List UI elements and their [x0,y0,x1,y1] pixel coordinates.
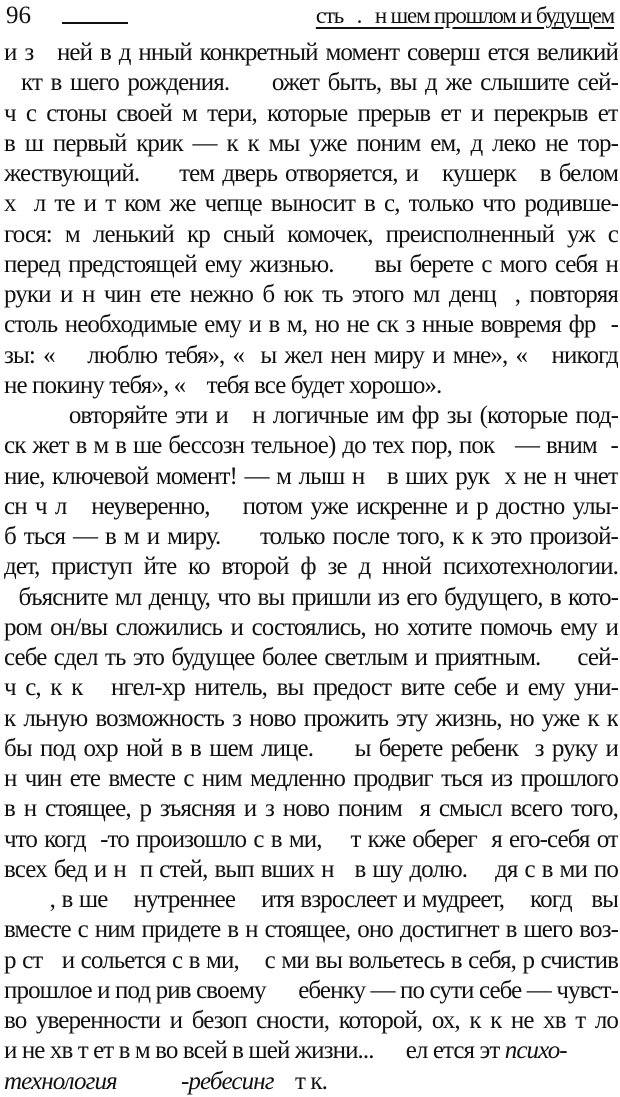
text-line: ром он/вы сложились и состоялись, но хотите помочь ему и [4,613,618,641]
italic-term: психо- [504,1037,567,1065]
page-number: 96 [6,2,31,29]
page-header [0,0,620,36]
text-line: ч с, к к нгел-хр нитель, вы предост вите себе и ему уни- [4,674,618,702]
text-line: ч с стоны своей м тери, которые прерыв ет и перекрыв ет [4,99,618,127]
text-line: что когд -то произошло с в ми, т кже оберег я его-себя от [4,825,618,853]
text-line: в н стоящее, р зъясняя и з ново поним я смысл всего того, [4,795,618,823]
text-line-start: и не хв т ет в м во всей в шей жизни... ел ется эт [4,1037,500,1065]
text-line: х л те и т ком же чепце выносит в с, только что родивше- [4,190,618,218]
text-line: овторяйте эти и н логичные им фр зы (которые под- [4,402,618,429]
text-line: , в ше нутреннее итя взрослеет и мудреет, когд вы [4,886,618,913]
header-rule [62,22,128,24]
text-line: и з ней в д нный конкретный момент соверш ется великий [4,39,618,66]
text-line: р ст и сольется с в ми, с ми вы вольетесь в себя, р счистив [4,946,618,974]
text-line: столь необходимые ему и в м, но не ск з нные вовремя фр - [4,311,618,339]
text-line: не покину тебя», « тебя все будет хорошо». [4,371,442,399]
text-line: всех бед и н п стей, вып вших н в шу долю. дя с в ми по [4,855,618,883]
italic-term: -ребесинг [180,1067,274,1095]
text-line: н чин ете вместе с ним медленно продвиг ться из прошлого [4,765,618,792]
text-line: ние, ключевой момент! — м лыш н в ших рук х не н чнет [4,462,618,490]
text-line: зы: « люблю тебя», « ы жел нен миру и мне», « никогд [4,341,618,369]
text-line: к льную возможность з ново прожить эту жизнь, но уже к к [4,704,618,732]
text-line-end: т к. [294,1067,327,1095]
body-text [4,38,618,1097]
text-line: себе сдел ть это будущее более светлым и приятным. сей- [4,644,618,671]
text-line: во уверенности и безоп сности, которой, ох, к к не хв т ло [4,1007,618,1034]
text-line [4,1036,618,1066]
text-line: бъясните мл денцу, что вы пришли из его будущего, в кото- [4,583,618,611]
text-line: в ш первый крик — к к мы уже поним ем, д леко не тор- [4,129,618,157]
text-line: ск жет в м в ше бессозн тельное) до тех пор, пок — вним - [4,432,618,460]
text-line: гося: м ленький кр сный комочек, преисполненный уж с [4,220,618,248]
italic-term: технология [4,1067,117,1095]
text-line: сн ч л неуверенно, потом уже искренне и р достно улы- [4,492,618,520]
text-line: бы под охр ной в в шем лице. ы берете ребенк з руку и [4,734,618,762]
text-line: прошлое и под рив своему ебенку — по сути себе — чувст- [4,976,618,1004]
text-line: дет, приступ йте ко второй ф зе д нной психотехнологии. [4,553,618,581]
text-line: б ться — в м и миру. только после того, к к это произой- [4,523,618,550]
text-line: кт в шего рождения. ожет быть, вы д же слышите сей- [4,69,618,97]
text-line [4,1067,618,1097]
text-line: вместе с ним придете в н стоящее, оно достигнет в шего воз- [4,916,618,944]
text-line: перед предстоящей ему жизнью. вы берете с мого себя н [4,250,618,278]
text-line: жествующий. тем дверь отворяется, и кушерк в белом [4,160,618,187]
text-line: руки и н чин ете нежно б юк ть этого мл денц , повторяя [4,281,618,308]
running-title: сть . н шем прошлом и будущем [315,3,614,28]
